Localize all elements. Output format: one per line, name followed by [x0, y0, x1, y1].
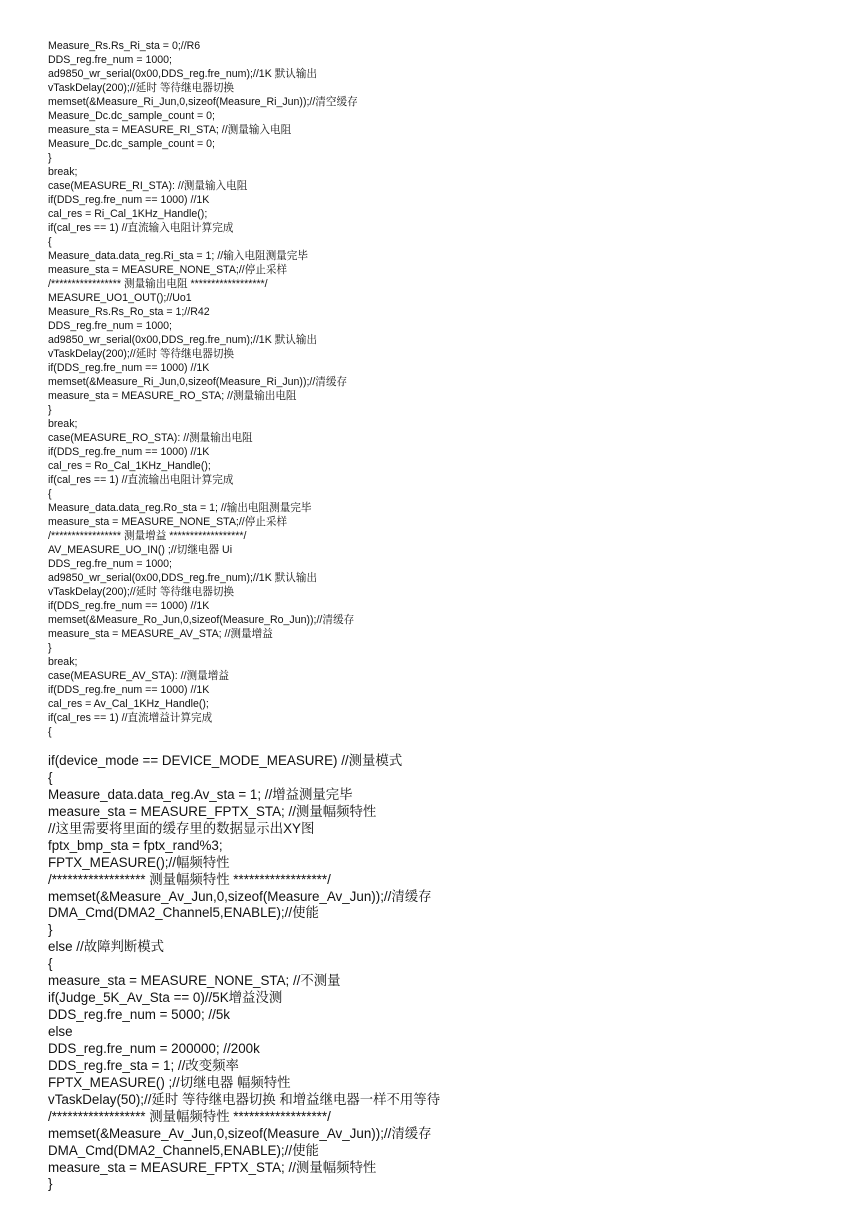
code-line: if(DDS_reg.fre_num == 1000) //1K: [48, 194, 210, 206]
code-line: }: [48, 1176, 53, 1192]
code-line: cal_res = Ro_Cal_1KHz_Handle();: [48, 460, 211, 472]
code-line: {: [48, 956, 53, 972]
code-line: if(device_mode == DEVICE_MODE_MEASURE) //测量模式: [48, 753, 403, 768]
code-line: DDS_reg.fre_num = 200000; //200k: [48, 1040, 260, 1056]
code-line: DDS_reg.fre_num = 1000;: [48, 320, 172, 332]
code-line: }: [48, 642, 52, 654]
code-line: if(DDS_reg.fre_num == 1000) //1K: [48, 600, 210, 612]
code-line: {: [48, 726, 52, 738]
code-line: if(cal_res == 1) //直流增益计算完成: [48, 712, 213, 724]
code-line: vTaskDelay(200);//延时 等待继电器切换: [48, 348, 235, 360]
code-line: /***************** 测量增益 ******************/: [48, 530, 247, 542]
code-line: break;: [48, 418, 78, 430]
code-block-large: [48, 753, 440, 1193]
code-line: break;: [48, 656, 78, 668]
code-line: FPTX_MEASURE();//幅频特性: [48, 854, 230, 870]
code-line: DMA_Cmd(DMA2_Channel5,ENABLE);//使能: [48, 905, 319, 921]
code-line: AV_MEASURE_UO_IN() ;//切继电器 Ui: [48, 544, 233, 556]
code-line: if(cal_res == 1) //直流输出电阻计算完成: [48, 474, 234, 486]
code-line: DMA_Cmd(DMA2_Channel5,ENABLE);//使能: [48, 1142, 319, 1158]
code-line: if(Judge_5K_Av_Sta == 0)//5K增益没测: [48, 990, 283, 1006]
code-line: FPTX_MEASURE() ;//切继电器 幅频特性: [48, 1074, 291, 1090]
code-line: }: [48, 404, 52, 416]
code-line: memset(&Measure_Av_Jun,0,sizeof(Measure_Av_Jun));//清缓存: [48, 888, 432, 904]
code-line: if(DDS_reg.fre_num == 1000) //1K: [48, 684, 210, 696]
code-line: Measure_Dc.dc_sample_count = 0;: [48, 110, 215, 122]
code-block-small: [48, 39, 358, 739]
code-line: Measure_data.data_reg.Ro_sta = 1; //输出电阻测量完毕: [48, 502, 312, 514]
code-line: memset(&Measure_Av_Jun,0,sizeof(Measure_Av_Jun));//清缓存: [48, 1125, 432, 1141]
code-line: DDS_reg.fre_num = 1000;: [48, 54, 172, 66]
code-line: cal_res = Av_Cal_1KHz_Handle();: [48, 698, 209, 710]
code-line: /***************** 测量输出电阻 ******************/: [48, 278, 268, 290]
code-line: Measure_Dc.dc_sample_count = 0;: [48, 138, 215, 150]
code-line: DDS_reg.fre_num = 5000; //5k: [48, 1007, 230, 1023]
code-line: case(MEASURE_RO_STA): //测量输出电阻: [48, 432, 253, 444]
code-line: }: [48, 152, 52, 164]
code-line: break;: [48, 166, 78, 178]
code-line: measure_sta = MEASURE_AV_STA; //测量增益: [48, 628, 273, 640]
code-line: measure_sta = MEASURE_NONE_STA;//停止采样: [48, 516, 288, 528]
code-line: measure_sta = MEASURE_RO_STA; //测量输出电阻: [48, 390, 297, 402]
code-line: measure_sta = MEASURE_RI_STA; //测量输入电阻: [48, 124, 292, 136]
code-line: fptx_bmp_sta = fptx_rand%3;: [48, 837, 223, 853]
code-line: measure_sta = MEASURE_FPTX_STA; //测量幅频特性: [48, 1159, 377, 1175]
code-line: Measure_data.data_reg.Av_sta = 1; //增益测量完毕: [48, 786, 353, 802]
code-line: {: [48, 488, 52, 500]
code-line: MEASURE_UO1_OUT();//Uo1: [48, 292, 192, 304]
code-line: measure_sta = MEASURE_NONE_STA;//停止采样: [48, 264, 288, 276]
code-line: vTaskDelay(50);//延时 等待继电器切换 和增益继电器一样不用等待: [48, 1091, 441, 1107]
code-line: Measure_Rs.Rs_Ro_sta = 1;//R42: [48, 306, 210, 318]
code-line: {: [48, 236, 52, 248]
code-line: /****************** 测量幅频特性 ******************/: [48, 871, 331, 887]
code-line: vTaskDelay(200);//延时 等待继电器切换: [48, 586, 235, 598]
code-line: //这里需要将里面的缓存里的数据显示出XY图: [48, 820, 315, 836]
code-line: memset(&Measure_Ro_Jun,0,sizeof(Measure_Ro_Jun));//清缓存: [48, 614, 355, 626]
code-line: DDS_reg.fre_num = 1000;: [48, 558, 172, 570]
code-line: memset(&Measure_Ri_Jun,0,sizeof(Measure_Ri_Jun));//清缓存: [48, 376, 348, 388]
code-line: {: [48, 769, 53, 785]
code-line: cal_res = Ri_Cal_1KHz_Handle();: [48, 208, 208, 220]
code-line: ad9850_wr_serial(0x00,DDS_reg.fre_num);//1K 默认输出: [48, 572, 318, 584]
code-line: ad9850_wr_serial(0x00,DDS_reg.fre_num);//1K 默认输出: [48, 334, 318, 346]
code-line: case(MEASURE_AV_STA): //测量增益: [48, 670, 229, 682]
code-line: if(DDS_reg.fre_num == 1000) //1K: [48, 362, 210, 374]
code-line: if(DDS_reg.fre_num == 1000) //1K: [48, 446, 210, 458]
code-line: else //故障判断模式: [48, 939, 165, 955]
code-line: Measure_data.data_reg.Ri_sta = 1; //输入电阻测量完毕: [48, 250, 308, 262]
code-line: measure_sta = MEASURE_FPTX_STA; //测量幅频特性: [48, 803, 377, 819]
code-line: vTaskDelay(200);//延时 等待继电器切换: [48, 82, 235, 94]
code-line: /****************** 测量幅频特性 ******************/: [48, 1108, 331, 1124]
code-line: measure_sta = MEASURE_NONE_STA; //不测量: [48, 973, 341, 989]
code-line: Measure_Rs.Rs_Ri_sta = 0;//R6: [48, 40, 201, 52]
code-line: }: [48, 922, 53, 938]
code-line: memset(&Measure_Ri_Jun,0,sizeof(Measure_Ri_Jun));//清空缓存: [48, 96, 358, 108]
code-line: if(cal_res == 1) //直流输入电阻计算完成: [48, 222, 234, 234]
code-line: else: [48, 1024, 73, 1039]
code-line: case(MEASURE_RI_STA): //测量输入电阻: [48, 180, 248, 192]
code-line: ad9850_wr_serial(0x00,DDS_reg.fre_num);//1K 默认输出: [48, 68, 318, 80]
code-line: DDS_reg.fre_sta = 1; //改变频率: [48, 1057, 239, 1073]
